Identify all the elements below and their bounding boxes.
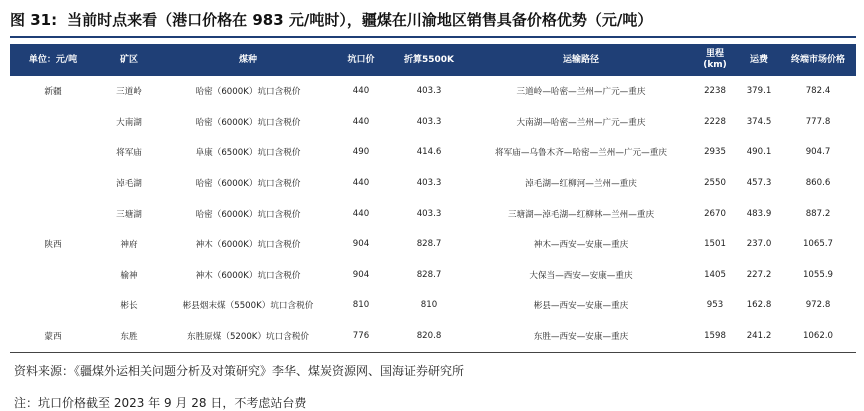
cell-coal-type: 彬县烟末煤（5500K）坑口含税价 <box>182 301 314 312</box>
cell-terminal-price: 972.8 <box>805 300 831 311</box>
cell-freight: 237.0 <box>746 239 772 250</box>
cell-freight: 227.2 <box>746 269 772 280</box>
cell-region: 蒙西 <box>44 332 62 343</box>
cell-coal-type: 哈密（6000K）坑口含税价 <box>195 209 301 220</box>
cell-converted: 810 <box>420 300 438 311</box>
cell-pit-price: 810 <box>352 300 370 311</box>
cell-pit-price: 440 <box>352 116 370 127</box>
cell-freight: 162.8 <box>746 300 772 311</box>
cell-coal-type: 神木（6000K）坑口含税价 <box>195 270 301 281</box>
cell-region <box>10 198 96 229</box>
cell-terminal-price: 1055.9 <box>802 269 834 280</box>
cell-terminal-price: 887.2 <box>805 208 831 219</box>
cell-region <box>10 290 96 321</box>
cell-coal-type: 哈密（6000K）坑口含税价 <box>195 117 301 128</box>
header-distance-label: 里程 <box>705 49 724 59</box>
cell-freight: 379.1 <box>746 86 772 97</box>
cell-mine: 淖毛湖 <box>116 179 142 190</box>
header-route: 运输路径 <box>562 54 599 65</box>
cell-region <box>10 168 96 199</box>
figure-number: 图 31: <box>10 11 58 29</box>
cell-converted: 403.3 <box>416 208 442 219</box>
cell-coal-type: 阜康（6500K）坑口含税价 <box>195 148 301 159</box>
cell-mine: 三道岭 <box>116 87 142 98</box>
cell-freight: 241.2 <box>746 331 772 342</box>
cell-converted: 403.3 <box>416 116 442 127</box>
cell-pit-price: 440 <box>352 178 370 189</box>
table-row <box>10 321 856 352</box>
cell-distance: 1598 <box>704 331 726 342</box>
cell-freight: 490.1 <box>746 147 772 158</box>
table-bottom-rule <box>10 352 856 353</box>
header-distance-unit: (km) <box>703 60 727 70</box>
cell-converted: 414.6 <box>416 147 442 158</box>
cell-pit-price: 776 <box>352 331 370 342</box>
table-body <box>10 76 856 352</box>
cell-coal-type: 哈密（6000K）坑口含税价 <box>195 179 301 190</box>
cell-distance: 1405 <box>704 269 726 280</box>
table-row <box>10 168 856 199</box>
cell-distance: 2670 <box>704 208 726 219</box>
cell-converted: 820.8 <box>416 331 442 342</box>
table-row <box>10 198 856 229</box>
cell-freight: 483.9 <box>746 208 772 219</box>
cell-route: 将军庙—乌鲁木齐—哈密—兰州—广元—重庆 <box>495 148 667 159</box>
cell-mine: 将军庙 <box>116 148 142 159</box>
footnote: 注：坑口价格截至 2023 年 9 月 28 日，不考虑站台费 <box>14 396 307 410</box>
source-note: 资料来源：《疆煤外运相关问题分析及对策研究》李华、煤炭资源网、国海证券研究所 <box>14 364 465 378</box>
cell-converted: 403.3 <box>416 86 442 97</box>
header-distance <box>692 44 738 76</box>
cell-pit-price: 490 <box>352 147 370 158</box>
table-row <box>10 137 856 168</box>
header-freight: 运费 <box>749 54 768 65</box>
header-terminal-price: 终端市场价格 <box>790 54 845 65</box>
cell-freight: 457.3 <box>746 178 772 189</box>
cell-mine: 榆神 <box>120 270 138 281</box>
header-coal: 煤种 <box>238 54 257 65</box>
cell-coal-type: 神木（6000K）坑口含税价 <box>195 240 301 251</box>
cell-terminal-price: 904.7 <box>805 147 831 158</box>
cell-route: 三道岭—哈密—兰州—广元—重庆 <box>516 87 646 98</box>
cell-distance: 1501 <box>704 239 726 250</box>
cell-converted: 828.7 <box>416 239 442 250</box>
cell-converted: 403.3 <box>416 178 442 189</box>
cell-pit-price: 440 <box>352 86 370 97</box>
header-pit-price: 坑口价 <box>347 54 375 65</box>
header-unit: 单位：元/吨 <box>28 54 78 65</box>
cell-distance: 2228 <box>704 116 726 127</box>
cell-route: 三塘湖—淖毛湖—红柳林—兰州—重庆 <box>507 209 655 220</box>
cell-terminal-price: 860.6 <box>805 178 831 189</box>
figure-title <box>10 6 856 34</box>
cell-region: 陕西 <box>44 240 62 251</box>
cell-pit-price: 904 <box>352 239 370 250</box>
cell-mine: 彬长 <box>120 301 138 312</box>
header-mine: 矿区 <box>119 54 138 65</box>
cell-route: 东胜—西安—安康—重庆 <box>533 332 629 343</box>
cell-terminal-price: 777.8 <box>805 116 831 127</box>
cell-route: 大南湖—哈密—兰州—广元—重庆 <box>516 117 646 128</box>
table-row <box>10 229 856 260</box>
cell-mine: 东胜 <box>120 332 138 343</box>
table-row <box>10 290 856 321</box>
cell-terminal-price: 1065.7 <box>802 239 834 250</box>
cell-region: 新疆 <box>44 87 62 98</box>
cell-terminal-price: 782.4 <box>805 86 831 97</box>
cell-mine: 三塘湖 <box>116 209 142 220</box>
cell-route: 大保当—西安—安康—重庆 <box>529 270 633 281</box>
title-rule <box>10 36 856 38</box>
cell-region <box>10 260 96 291</box>
cell-route: 彬县—西安—安康—重庆 <box>533 301 629 312</box>
table-row <box>10 76 856 107</box>
cell-route: 淖毛湖—红柳河—兰州—重庆 <box>525 179 637 190</box>
cell-region <box>10 107 96 138</box>
cell-converted: 828.7 <box>416 269 442 280</box>
cell-distance: 2935 <box>704 147 726 158</box>
table-row <box>10 260 856 291</box>
cell-distance: 2550 <box>704 178 726 189</box>
cell-pit-price: 440 <box>352 208 370 219</box>
cell-distance: 953 <box>706 300 724 311</box>
cell-freight: 374.5 <box>746 116 772 127</box>
cell-coal-type: 哈密（6000K）坑口含税价 <box>195 87 301 98</box>
cell-coal-type: 东胜原煤（5200K）坑口含税价 <box>186 332 310 343</box>
cell-mine: 大南湖 <box>116 117 142 128</box>
figure-caption: 当前时点来看（港口价格在 983 元/吨时），疆煤在川渝地区销售具备价格优势（元/吨） <box>67 11 653 29</box>
table-row <box>10 107 856 138</box>
cell-pit-price: 904 <box>352 269 370 280</box>
table-header <box>10 44 856 76</box>
cell-terminal-price: 1062.0 <box>802 331 834 342</box>
header-converted: 折算5500K <box>403 54 455 65</box>
cell-distance: 2238 <box>704 86 726 97</box>
cell-region <box>10 137 96 168</box>
cell-route: 神木—西安—安康—重庆 <box>533 240 629 251</box>
cell-mine: 神府 <box>120 240 138 251</box>
